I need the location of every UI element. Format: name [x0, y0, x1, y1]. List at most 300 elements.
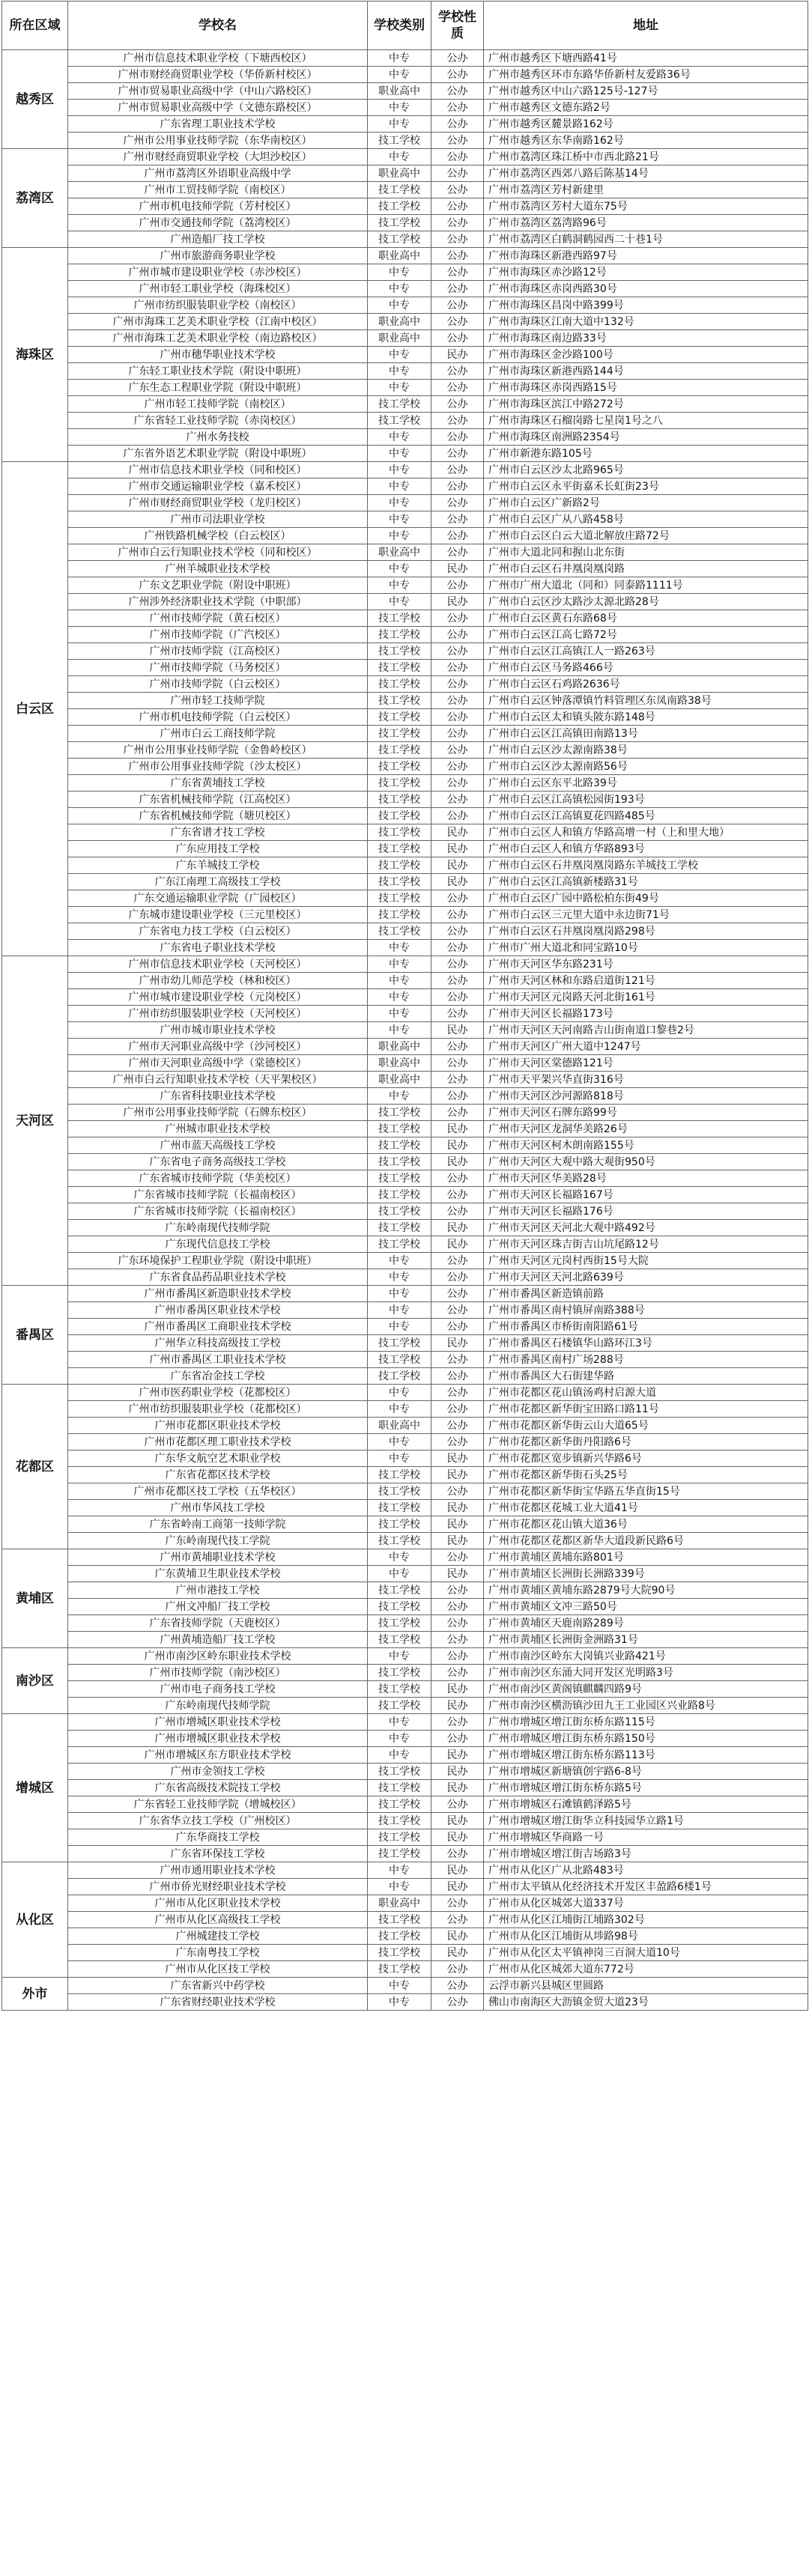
school-category-cell: 职业高中 — [368, 330, 431, 347]
school-nature-cell: 民办 — [431, 1945, 484, 1961]
school-nature-cell: 公办 — [431, 380, 484, 396]
school-category-cell: 中专 — [368, 67, 431, 83]
school-nature-cell: 公办 — [431, 363, 484, 380]
address-cell: 广州市天河区长福路167号 — [484, 1187, 808, 1203]
school-name-cell: 广东现代信息技工学校 — [68, 1236, 368, 1253]
address-cell: 广州市番禺区石楼镇华山路环江3号 — [484, 1335, 808, 1352]
address-cell: 广州市白云区太和镇头陂东路148号 — [484, 709, 808, 726]
school-nature-cell: 公办 — [431, 577, 484, 594]
school-nature-cell: 公办 — [431, 1846, 484, 1862]
table-row — [2, 1879, 808, 1895]
school-category-cell: 中专 — [368, 1731, 431, 1747]
address-cell: 广州市花都区花山镇大道36号 — [484, 1516, 808, 1533]
school-category-cell: 中专 — [368, 1401, 431, 1418]
address-cell: 广州市荔湾区珠江桥中市西北路21号 — [484, 149, 808, 165]
school-name-cell: 广东省华立技工学校（广州校区） — [68, 1813, 368, 1829]
table-row — [2, 1566, 808, 1582]
school-category-cell: 技工学校 — [368, 857, 431, 874]
address-cell: 广州市增城区石滩镇鹤泽路5号 — [484, 1796, 808, 1813]
school-category-cell: 技工学校 — [368, 610, 431, 627]
header-school-nature: 学校性质 — [431, 1, 484, 50]
school-category-cell: 技工学校 — [368, 182, 431, 198]
school-name-cell: 广东省冶金技工学校 — [68, 1368, 368, 1385]
school-name-cell: 广东生态工程职业学院（附设中职班） — [68, 380, 368, 396]
school-nature-cell: 民办 — [431, 1928, 484, 1945]
address-cell: 广州市增城区华商路一号 — [484, 1829, 808, 1846]
table-row — [2, 182, 808, 198]
school-category-cell: 技工学校 — [368, 1698, 431, 1714]
school-category-cell: 技工学校 — [368, 198, 431, 215]
school-nature-cell: 公办 — [431, 709, 484, 726]
school-category-cell: 技工学校 — [368, 1170, 431, 1187]
school-name-cell: 广州市技师学院（南沙校区） — [68, 1665, 368, 1681]
table-row — [2, 1780, 808, 1796]
address-cell: 广州市花都区宽步镇新兴华路6号 — [484, 1450, 808, 1467]
school-name-cell: 广东城市建设职业学校（三元里校区） — [68, 907, 368, 923]
school-nature-cell: 公办 — [431, 1895, 484, 1912]
school-category-cell: 中专 — [368, 989, 431, 1006]
address-cell: 广州市海珠区赤岗西路15号 — [484, 380, 808, 396]
school-nature-cell: 公办 — [431, 940, 484, 956]
address-cell: 广州市番禺区南村广场288号 — [484, 1352, 808, 1368]
table-row — [2, 1483, 808, 1500]
table-row — [2, 1385, 808, 1401]
school-name-cell: 广东轻工职业技术学院（附设中职班） — [68, 363, 368, 380]
table-row — [2, 775, 808, 792]
table-row — [2, 940, 808, 956]
address-cell: 广州市天河区石牌东路99号 — [484, 1105, 808, 1121]
table-row — [2, 989, 808, 1006]
school-name-cell: 广州市公用事业技师学院（沙太校区） — [68, 759, 368, 775]
address-cell: 广州市增城区增江街东桥东路150号 — [484, 1731, 808, 1747]
school-name-cell: 广东省科技职业技术学校 — [68, 1088, 368, 1105]
address-cell: 云浮市新兴县城区里圆路 — [484, 1978, 808, 1994]
table-row — [2, 824, 808, 841]
school-category-cell: 中专 — [368, 281, 431, 297]
school-nature-cell: 民办 — [431, 874, 484, 890]
table-row — [2, 1302, 808, 1319]
address-cell: 广州市从化区城郊大道东772号 — [484, 1961, 808, 1978]
table-row — [2, 1961, 808, 1978]
school-table — [1, 1, 808, 2011]
school-name-cell: 广东羊城技工学校 — [68, 857, 368, 874]
school-name-cell: 广州市技师学院（江高校区） — [68, 643, 368, 660]
address-cell: 广州市天河区华东路231号 — [484, 956, 808, 973]
school-category-cell: 中专 — [368, 1022, 431, 1039]
school-nature-cell: 公办 — [431, 1319, 484, 1335]
district-cell: 白云区 — [2, 462, 68, 956]
school-category-cell: 技工学校 — [368, 1632, 431, 1648]
school-name-cell: 广州市增城区职业技术学校 — [68, 1731, 368, 1747]
address-cell: 广州市广州大道北和同宝路10号 — [484, 940, 808, 956]
table-row — [2, 1895, 808, 1912]
address-cell: 广州市白云区沙太源南路56号 — [484, 759, 808, 775]
school-name-cell: 广东环境保护工程职业学院（附设中职班） — [68, 1253, 368, 1269]
school-nature-cell: 民办 — [431, 347, 484, 363]
address-cell: 广州市越秀区麓景路162号 — [484, 116, 808, 133]
school-nature-cell: 公办 — [431, 808, 484, 824]
table-row — [2, 1731, 808, 1747]
table-row — [2, 1088, 808, 1105]
school-name-cell: 广州市通用职业技术学校 — [68, 1862, 368, 1879]
school-nature-cell: 公办 — [431, 1418, 484, 1434]
school-nature-cell: 公办 — [431, 511, 484, 528]
school-name-cell: 广州市侨光财经职业技术学校 — [68, 1879, 368, 1895]
table-row — [2, 1039, 808, 1055]
address-cell: 广州市海珠区南边路33号 — [484, 330, 808, 347]
school-name-cell: 广州市信息技术职业学校（天河校区） — [68, 956, 368, 973]
school-category-cell: 职业高中 — [368, 1055, 431, 1072]
school-nature-cell: 民办 — [431, 1154, 484, 1170]
school-nature-cell: 公办 — [431, 759, 484, 775]
school-nature-cell: 公办 — [431, 495, 484, 511]
address-cell: 广州市白云区石鸡路2636号 — [484, 676, 808, 693]
school-nature-cell: 公办 — [431, 1632, 484, 1648]
table-row — [2, 1747, 808, 1764]
school-category-cell: 中专 — [368, 149, 431, 165]
school-category-cell: 中专 — [368, 561, 431, 577]
school-name-cell: 广州铁路机械学校（白云校区） — [68, 528, 368, 544]
address-cell: 广州市花都区新华街石头25号 — [484, 1467, 808, 1483]
school-nature-cell: 公办 — [431, 1599, 484, 1615]
school-nature-cell: 公办 — [431, 1912, 484, 1928]
school-nature-cell: 公办 — [431, 1203, 484, 1220]
school-name-cell: 广州涉外经济职业技术学院（中职部） — [68, 594, 368, 610]
school-name-cell: 广州市财经商贸职业学校（龙归校区） — [68, 495, 368, 511]
school-category-cell: 中专 — [368, 956, 431, 973]
address-cell: 广州市海珠区赤岗西路30号 — [484, 281, 808, 297]
school-name-cell: 广东省黄埔技工学校 — [68, 775, 368, 792]
school-category-cell: 技工学校 — [368, 1665, 431, 1681]
school-name-cell: 广州市城市职业技术学校 — [68, 1022, 368, 1039]
table-row — [2, 83, 808, 100]
table-row — [2, 1137, 808, 1154]
address-cell: 广州市海珠区赤沙路12号 — [484, 264, 808, 281]
school-category-cell: 技工学校 — [368, 1829, 431, 1846]
address-cell: 广州市天河区龙洞华美路26号 — [484, 1121, 808, 1137]
table-row — [2, 413, 808, 429]
address-cell: 广州市番禺区南村镇屏南路388号 — [484, 1302, 808, 1319]
school-name-cell: 广东省城市技师学院（长福南校区） — [68, 1203, 368, 1220]
school-name-cell: 广州市海珠工艺美术职业学校（江南中校区） — [68, 314, 368, 330]
school-name-cell: 广州市贸易职业高级中学（中山六路校区） — [68, 83, 368, 100]
school-category-cell: 中专 — [368, 116, 431, 133]
table-row — [2, 1829, 808, 1846]
address-cell: 广州市黄埔区黄埔东路2879号大院90号 — [484, 1582, 808, 1599]
table-row — [2, 1928, 808, 1945]
school-nature-cell: 公办 — [431, 742, 484, 759]
school-category-cell: 技工学校 — [368, 627, 431, 643]
table-row — [2, 396, 808, 413]
table-row — [2, 1632, 808, 1648]
school-name-cell: 广州文冲船厂技工学校 — [68, 1599, 368, 1615]
address-cell: 广州市白云区江高镇江人一路263号 — [484, 643, 808, 660]
table-row — [2, 857, 808, 874]
table-row — [2, 577, 808, 594]
school-category-cell: 中专 — [368, 1549, 431, 1566]
school-name-cell: 广州市天河职业高级中学（棠德校区） — [68, 1055, 368, 1072]
school-category-cell: 技工学校 — [368, 215, 431, 231]
address-cell: 广州市海珠区石榴岗路七星岗1号之八 — [484, 413, 808, 429]
school-nature-cell: 公办 — [431, 1615, 484, 1632]
school-category-cell: 技工学校 — [368, 923, 431, 940]
school-name-cell: 广东省城市技师学院（华美校区） — [68, 1170, 368, 1187]
address-cell: 广州市海珠区昌岗中路399号 — [484, 297, 808, 314]
school-name-cell: 广州水务技校 — [68, 429, 368, 446]
school-name-cell: 广东文艺职业学院（附设中职班） — [68, 577, 368, 594]
school-nature-cell: 民办 — [431, 1467, 484, 1483]
school-name-cell: 广州市番禺区工商职业技术学校 — [68, 1319, 368, 1335]
table-row — [2, 544, 808, 561]
table-row — [2, 1055, 808, 1072]
school-category-cell: 中专 — [368, 495, 431, 511]
school-name-cell: 广州市穗华职业技术学校 — [68, 347, 368, 363]
school-name-cell: 广东省环保技工学校 — [68, 1846, 368, 1862]
school-name-cell: 广州城建技工学校 — [68, 1928, 368, 1945]
school-name-cell: 广州市司法职业学校 — [68, 511, 368, 528]
address-cell: 广州市增城区增江街东桥东路115号 — [484, 1714, 808, 1731]
school-category-cell: 技工学校 — [368, 1500, 431, 1516]
table-row — [2, 1335, 808, 1352]
school-category-cell: 中专 — [368, 446, 431, 462]
school-nature-cell: 公办 — [431, 67, 484, 83]
table-row — [2, 1121, 808, 1137]
table-row — [2, 1582, 808, 1599]
school-name-cell: 广州市技师学院（广汽校区） — [68, 627, 368, 643]
school-nature-cell: 公办 — [431, 792, 484, 808]
address-cell: 广州市海珠区江南大道中132号 — [484, 314, 808, 330]
school-category-cell: 技工学校 — [368, 890, 431, 907]
table-row — [2, 973, 808, 989]
school-category-cell: 技工学校 — [368, 1121, 431, 1137]
address-cell: 广州市天河区长福路176号 — [484, 1203, 808, 1220]
school-category-cell: 技工学校 — [368, 1846, 431, 1862]
school-name-cell: 广州造船厂技工学校 — [68, 231, 368, 248]
school-category-cell: 中专 — [368, 347, 431, 363]
school-nature-cell: 公办 — [431, 775, 484, 792]
school-name-cell: 广州市纺织服装职业学校（天河校区） — [68, 1006, 368, 1022]
school-category-cell: 技工学校 — [368, 1483, 431, 1500]
address-cell: 广州市海珠区金沙路100号 — [484, 347, 808, 363]
table-row — [2, 660, 808, 676]
address-cell: 广州市海珠区南洲路2354号 — [484, 429, 808, 446]
school-name-cell: 广州市花都区职业技术学校 — [68, 1418, 368, 1434]
school-name-cell: 广州市花都区技工学校（五华校区） — [68, 1483, 368, 1500]
school-nature-cell: 民办 — [431, 1764, 484, 1780]
school-nature-cell: 公办 — [431, 1072, 484, 1088]
school-category-cell: 技工学校 — [368, 1220, 431, 1236]
school-nature-cell: 公办 — [431, 544, 484, 561]
address-cell: 广州市白云区永平街嘉禾长虹街23号 — [484, 479, 808, 495]
school-nature-cell: 公办 — [431, 50, 484, 67]
school-category-cell: 技工学校 — [368, 231, 431, 248]
table-row — [2, 643, 808, 660]
school-name-cell: 广东岭南现代技工学院 — [68, 1533, 368, 1549]
table-row — [2, 1253, 808, 1269]
school-name-cell: 广州市贸易职业高级中学（文德东路校区） — [68, 100, 368, 116]
school-name-cell: 广州市番禺区新造职业技术学校 — [68, 1286, 368, 1302]
address-cell: 广州市白云区江高镇田南路13号 — [484, 726, 808, 742]
school-nature-cell: 公办 — [431, 890, 484, 907]
school-category-cell: 技工学校 — [368, 1368, 431, 1385]
address-cell: 广州市从化区太平镇神岗三百洞大道10号 — [484, 1945, 808, 1961]
address-cell: 广州市从化区城郊大道337号 — [484, 1895, 808, 1912]
school-category-cell: 中专 — [368, 594, 431, 610]
table-row — [2, 347, 808, 363]
school-nature-cell: 公办 — [431, 923, 484, 940]
table-row — [2, 1220, 808, 1236]
school-nature-cell: 民办 — [431, 1862, 484, 1879]
table-row — [2, 215, 808, 231]
school-name-cell: 广州市公用事业技师学院（石牌东校区） — [68, 1105, 368, 1121]
school-name-cell: 广州市交通技师学院（荔湾校区） — [68, 215, 368, 231]
table-row — [2, 1500, 808, 1516]
address-cell: 广州市白云区马务路466号 — [484, 660, 808, 676]
school-name-cell: 广东南粤技工学校 — [68, 1945, 368, 1961]
address-cell: 广州市白云区石井凰岗凰岗路东羊城技工学校 — [484, 857, 808, 874]
school-nature-cell: 民办 — [431, 1500, 484, 1516]
school-category-cell: 中专 — [368, 1862, 431, 1879]
school-name-cell: 广东省食品药品职业技术学校 — [68, 1269, 368, 1286]
school-category-cell: 技工学校 — [368, 396, 431, 413]
address-cell: 广州市天河区珠吉街吉山坑尾路12号 — [484, 1236, 808, 1253]
school-name-cell: 广东省轻工业技师学院（增城校区） — [68, 1796, 368, 1813]
school-nature-cell: 民办 — [431, 1698, 484, 1714]
address-cell: 广州市番禺区新造镇前路 — [484, 1286, 808, 1302]
school-name-cell: 广东华商技工学校 — [68, 1829, 368, 1846]
school-name-cell: 广东黄埔卫生职业技术学校 — [68, 1566, 368, 1582]
address-cell: 广州市白云区广新路2号 — [484, 495, 808, 511]
table-row — [2, 264, 808, 281]
table-row — [2, 1533, 808, 1549]
address-cell: 广州市太平镇从化经济技术开发区丰盈路6楼1号 — [484, 1879, 808, 1895]
table-row — [2, 1912, 808, 1928]
address-cell: 广州市白云区石井凰岗凰岗路 — [484, 561, 808, 577]
school-name-cell: 广东岭南现代技师学院 — [68, 1698, 368, 1714]
table-row — [2, 890, 808, 907]
school-nature-cell: 民办 — [431, 1137, 484, 1154]
school-nature-cell: 公办 — [431, 676, 484, 693]
address-cell: 广州市海珠区新港西路97号 — [484, 248, 808, 264]
school-name-cell: 广东省机械技师学院（江高校区） — [68, 792, 368, 808]
table-row — [2, 1418, 808, 1434]
school-nature-cell: 公办 — [431, 643, 484, 660]
table-body — [2, 50, 808, 2011]
school-nature-cell: 公办 — [431, 1994, 484, 2011]
school-nature-cell: 公办 — [431, 1302, 484, 1319]
school-name-cell: 广东交通运输职业学院（广园校区） — [68, 890, 368, 907]
school-name-cell: 广州市从化区技工学校 — [68, 1961, 368, 1978]
school-name-cell: 广州市海珠工艺美术职业学校（南边路校区） — [68, 330, 368, 347]
table-row — [2, 297, 808, 314]
school-nature-cell: 公办 — [431, 1385, 484, 1401]
address-cell: 广州市天河区大观中路大观街950号 — [484, 1154, 808, 1170]
table-row — [2, 1434, 808, 1450]
school-category-cell: 技工学校 — [368, 709, 431, 726]
school-category-cell: 中专 — [368, 511, 431, 528]
school-name-cell: 广州市城市建设职业学校（赤沙校区） — [68, 264, 368, 281]
address-cell: 广州市荔湾区荔湾路96号 — [484, 215, 808, 231]
school-name-cell: 广州市番禺区职业技术学校 — [68, 1302, 368, 1319]
school-name-cell: 广州市工贸技师学院（南校区） — [68, 182, 368, 198]
school-nature-cell: 民办 — [431, 1516, 484, 1533]
school-name-cell: 广州市华风技工学校 — [68, 1500, 368, 1516]
school-name-cell: 广东省轻工业技师学院（赤岗校区） — [68, 413, 368, 429]
school-category-cell: 技工学校 — [368, 792, 431, 808]
district-cell: 黄埔区 — [2, 1549, 68, 1648]
address-cell: 广州市南沙区东涌大同开发区光明路3号 — [484, 1665, 808, 1681]
school-category-cell: 中专 — [368, 264, 431, 281]
school-category-cell: 技工学校 — [368, 1796, 431, 1813]
table-row — [2, 1187, 808, 1203]
school-name-cell: 广东省电子职业技术学校 — [68, 940, 368, 956]
school-category-cell: 技工学校 — [368, 1352, 431, 1368]
school-category-cell: 技工学校 — [368, 1912, 431, 1928]
district-cell: 番禺区 — [2, 1286, 68, 1385]
address-cell: 广州市越秀区下塘西路41号 — [484, 50, 808, 67]
address-cell: 广州市番禺区市桥街南阳路61号 — [484, 1319, 808, 1335]
school-category-cell: 技工学校 — [368, 1203, 431, 1220]
address-cell: 广州市花都区新华街丹阳路6号 — [484, 1434, 808, 1450]
table-row — [2, 1319, 808, 1335]
school-name-cell: 广州市信息技术职业学校（下塘西校区） — [68, 50, 368, 67]
table-row — [2, 1714, 808, 1731]
school-name-cell: 广东省新兴中药学校 — [68, 1978, 368, 1994]
school-nature-cell: 公办 — [431, 429, 484, 446]
table-row — [2, 792, 808, 808]
school-nature-cell: 民办 — [431, 594, 484, 610]
address-cell: 广州市天河区天河南路吉山街南道口黎巷2号 — [484, 1022, 808, 1039]
address-cell: 广州市白云区白云大道北解放庄路72号 — [484, 528, 808, 544]
address-cell: 广州市天河区天河北路639号 — [484, 1269, 808, 1286]
school-category-cell: 技工学校 — [368, 775, 431, 792]
school-nature-cell: 公办 — [431, 413, 484, 429]
table-row — [2, 1994, 808, 2011]
school-list-document — [1, 1, 808, 2011]
school-name-cell: 广东省高级技术院技工学校 — [68, 1780, 368, 1796]
table-row — [2, 50, 808, 67]
school-name-cell: 广州市信息技术职业学校（同和校区） — [68, 462, 368, 479]
school-name-cell: 广东省理工职业技术学校 — [68, 116, 368, 133]
school-name-cell: 广东省技师学院（天鹿校区） — [68, 1615, 368, 1632]
school-nature-cell: 公办 — [431, 231, 484, 248]
table-row — [2, 462, 808, 479]
school-category-cell: 技工学校 — [368, 1928, 431, 1945]
school-nature-cell: 公办 — [431, 248, 484, 264]
address-cell: 广州市越秀区东华南路162号 — [484, 133, 808, 149]
school-category-cell: 技工学校 — [368, 1582, 431, 1599]
address-cell: 广州市天河区林和东路启道街121号 — [484, 973, 808, 989]
school-nature-cell: 公办 — [431, 165, 484, 182]
school-nature-cell: 公办 — [431, 1352, 484, 1368]
school-nature-cell: 公办 — [431, 627, 484, 643]
address-cell: 广州市天平架兴华直街316号 — [484, 1072, 808, 1088]
header-district: 所在区域 — [2, 1, 68, 50]
school-name-cell: 广州市天河职业高级中学（沙河校区） — [68, 1039, 368, 1055]
school-category-cell: 技工学校 — [368, 1780, 431, 1796]
address-cell: 广州市白云区沙太北路965号 — [484, 462, 808, 479]
table-row — [2, 1665, 808, 1681]
school-nature-cell: 公办 — [431, 1170, 484, 1187]
school-name-cell: 广州羊城职业技术学校 — [68, 561, 368, 577]
school-nature-cell: 公办 — [431, 1269, 484, 1286]
district-cell: 荔湾区 — [2, 149, 68, 248]
school-name-cell: 广州市增城区东方职业技术学校 — [68, 1747, 368, 1764]
school-category-cell: 技工学校 — [368, 841, 431, 857]
school-category-cell: 技工学校 — [368, 1764, 431, 1780]
school-nature-cell: 民办 — [431, 1829, 484, 1846]
school-name-cell: 广州市白云行知职业技术学校（天平架校区） — [68, 1072, 368, 1088]
